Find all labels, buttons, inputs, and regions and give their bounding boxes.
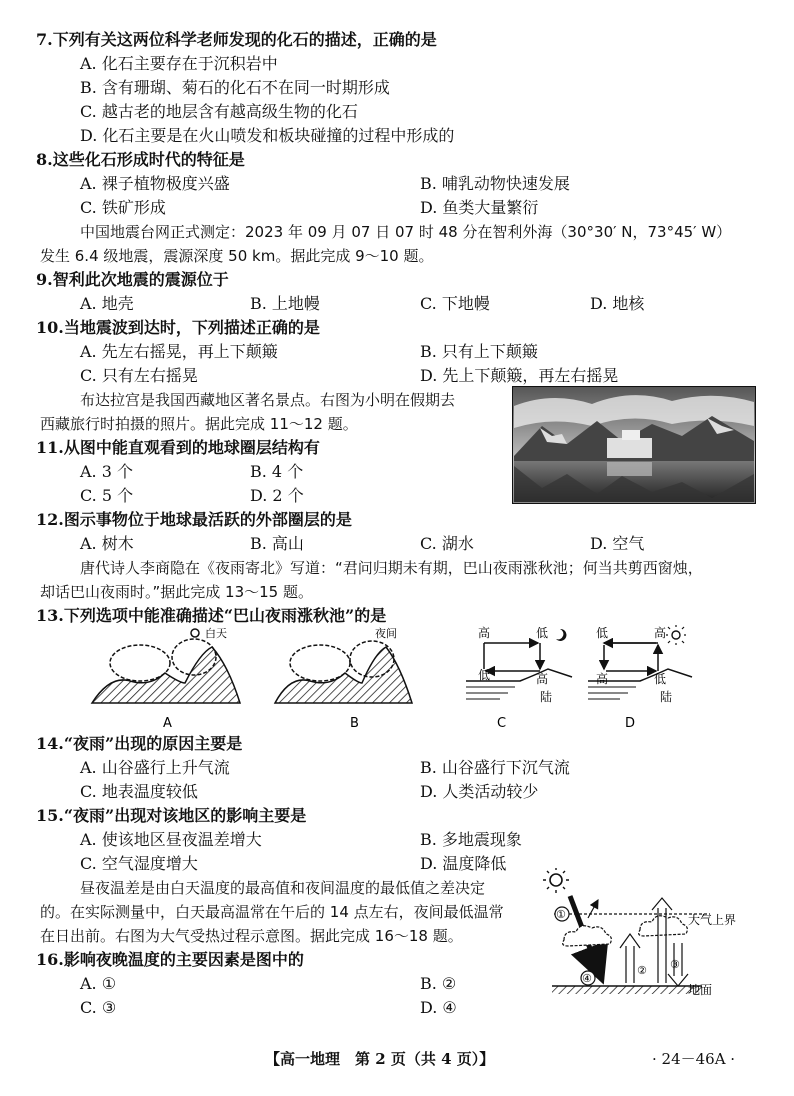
passage-potala-line2: 西藏旅行时拍摄的照片。据此完成 11～12 题。 <box>40 415 358 433</box>
q13-diagrams <box>0 625 794 733</box>
label-3: ③ <box>670 958 680 971</box>
label-2: ② <box>637 964 647 977</box>
diagram-a <box>92 627 240 731</box>
q14-option-d: D. 人类活动较少 <box>420 782 539 801</box>
q10-option-a: A. 先左右摇晃，再上下颠簸 <box>80 342 278 361</box>
diagram-d-right-bottom: 低 <box>654 672 667 686</box>
q15-option-c: C. 空气湿度增大 <box>80 854 198 873</box>
sun-icon <box>543 868 569 893</box>
label-4: ④ <box>582 972 592 985</box>
q7-option-b: B. 含有珊瑚、菊石的化石不在同一时期形成 <box>80 78 390 97</box>
q7-option-c: C. 越古老的地层含有越高级生物的化石 <box>80 102 358 121</box>
ground-label: 地面 <box>688 983 713 997</box>
diagram-d <box>588 625 692 731</box>
q15-option-a: A. 使该地区昼夜温差增大 <box>80 830 262 849</box>
q14-option-b: B. 山谷盛行下沉气流 <box>420 758 570 777</box>
diagram-c-label: C <box>497 716 507 731</box>
atmosphere-upper-label: 大气上界 <box>688 913 737 927</box>
passage-poem-line1: 唐代诗人李商隐在《夜雨寄北》写道：“君问归期未有期，巴山夜雨涨秋池；何当共剪西窗烛， <box>80 559 703 577</box>
q16-option-a: A. ① <box>80 974 117 993</box>
q16-option-d: D. ④ <box>420 998 457 1017</box>
diagram-a-label: A <box>163 716 172 731</box>
q9-option-d: D. 地核 <box>590 294 645 313</box>
q12-option-d: D. 空气 <box>590 534 645 553</box>
q12-stem: 12.图示事物位于地球最活跃的外部圈层的是 <box>36 510 352 529</box>
diagram-c-land: 陆 <box>540 690 553 704</box>
q15-option-b: B. 多地震现象 <box>420 830 522 849</box>
diagram-c-right-top: 低 <box>536 626 549 640</box>
passage-heat-line3: 在日出前。右图为大气受热过程示意图。据此完成 16～18 题。 <box>40 927 463 945</box>
passage-heat-line2: 的。在实际测量中，白天最高温常在午后的 14 点左右，夜间最低温常 <box>40 903 504 921</box>
diagram-d-left-top: 低 <box>596 626 609 640</box>
diagram-a-tag: 白天 <box>205 627 227 640</box>
q16-stem: 16.影响夜晚温度的主要因素是图中的 <box>36 950 304 969</box>
paper-code: · 24－46A · <box>652 1050 736 1068</box>
q8-option-c: C. 铁矿形成 <box>80 198 166 217</box>
diagram-c-left-top: 高 <box>478 626 491 640</box>
q14-option-c: C. 地表温度较低 <box>80 782 198 801</box>
q11-option-a: A. 3 个 <box>80 462 133 481</box>
passage-heat-line1: 昼夜温差是由白天温度的最高值和夜间温度的最低值之差决定 <box>80 879 486 897</box>
passage-poem-line2: 却话巴山夜雨时。”据此完成 13～15 题。 <box>40 583 313 601</box>
diagram-d-left-bottom: 高 <box>596 672 609 686</box>
diagram-c-right-bottom: 高 <box>536 672 549 686</box>
q9-option-c: C. 下地幔 <box>420 294 490 313</box>
q11-option-d: D. 2 个 <box>250 486 304 505</box>
q14-stem: 14.“夜雨”出现的原因主要是 <box>36 734 243 753</box>
passage-earthquake-line1: 中国地震台网正式测定：2023 年 09 月 07 日 07 时 48 分在智利外海（30°30′ N，73°45′ W） <box>80 223 732 241</box>
q12-option-b: B. 高山 <box>250 534 304 553</box>
q12-option-a: A. 树木 <box>80 534 134 553</box>
q10-option-d: D. 先上下颠簸，再左右摇晃 <box>420 366 619 385</box>
q7-option-a: A. 化石主要存在于沉积岩中 <box>80 54 278 73</box>
q10-option-c: C. 只有左右摇晃 <box>80 366 198 385</box>
q11-option-b: B. 4 个 <box>250 462 304 481</box>
q8-option-b: B. 哺乳动物快速发展 <box>420 174 570 193</box>
q8-stem: 8.这些化石形成时代的特征是 <box>36 150 245 169</box>
q16-option-b: B. ② <box>420 974 457 993</box>
diagram-c-left-bottom: 低 <box>478 668 491 682</box>
q11-stem: 11.从图中能直观看到的地球圈层结构有 <box>36 438 320 457</box>
q9-stem: 9.智利此次地震的震源位于 <box>36 270 229 289</box>
moon-icon <box>556 629 566 641</box>
q14-option-a: A. 山谷盛行上升气流 <box>80 758 230 777</box>
passage-earthquake-line2: 发生 6.4 级地震，震源深度 50 km。据此完成 9～10 题。 <box>40 247 434 265</box>
q15-stem: 15.“夜雨”出现对该地区的影响主要是 <box>36 806 307 825</box>
passage-potala-line1: 布达拉宫是我国西藏地区著名景点。右图为小明在假期去 <box>80 391 456 409</box>
q12-option-c: C. 湖水 <box>420 534 474 553</box>
sun-icon <box>666 625 686 645</box>
atmosphere-heating-diagram <box>540 868 760 998</box>
page-footer: 【高一地理 第 2 页（共 4 页）】 <box>265 1050 495 1068</box>
diagram-b-tag: 夜间 <box>375 627 397 640</box>
q8-option-a: A. 裸子植物极度兴盛 <box>80 174 230 193</box>
q16-option-c: C. ③ <box>80 998 117 1017</box>
q15-option-d: D. 温度降低 <box>420 854 507 873</box>
q7-option-d: D. 化石主要是在火山喷发和板块碰撞的过程中形成的 <box>80 126 455 145</box>
q13-stem: 13.下列选项中能准确描述“巴山夜雨涨秋池”的是 <box>36 606 387 625</box>
diagram-d-label: D <box>625 716 636 731</box>
diagram-b-label: B <box>350 716 359 731</box>
diagram-d-right-top: 高 <box>654 626 667 640</box>
potala-photo <box>512 386 756 504</box>
q8-option-d: D. 鱼类大量繁衍 <box>420 198 539 217</box>
label-1: ① <box>556 908 566 921</box>
diagram-b <box>275 626 412 731</box>
q9-option-a: A. 地壳 <box>80 294 134 313</box>
q11-option-c: C. 5 个 <box>80 486 134 505</box>
q10-stem: 10.当地震波到达时，下列描述正确的是 <box>36 318 320 337</box>
q9-option-b: B. 上地幔 <box>250 294 320 313</box>
diagram-c <box>466 625 572 731</box>
diagram-d-land: 陆 <box>660 690 673 704</box>
q10-option-b: B. 只有上下颠簸 <box>420 342 538 361</box>
q7-stem: 7.下列有关这两位科学老师发现的化石的描述，正确的是 <box>36 30 437 49</box>
